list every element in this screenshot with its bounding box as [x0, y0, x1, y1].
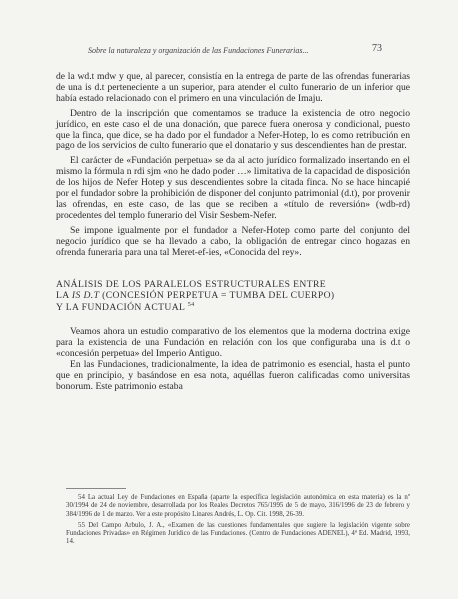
paragraph-3: El carácter de «Fundación perpetua» se da al acto jurídico formalizado insertando en el mismo la fórmula n rdi sjm «no he dado poder …» limitativa de la capacidad de disposición de los hijos de Nefer Hotep y sus descendientes sobre la citada finca. No se hace hincapié por el fundador sobre la prohibición de disponer del conjunto patrimonial (d.t), por provenir las ofrendas, en este caso, de las que se reciben a «título de reversión» (wdb-rd) procedentes del templo funerario del Visir Sesbem-Nefer.	[56, 155, 410, 221]
heading-is-dt: IS D.T	[71, 290, 100, 301]
page-number: 73	[372, 43, 382, 54]
section-paragraph-2-text: En las Fundaciones, tradicionalmente, la idea de patrimonio es esencial, hasta el punto que en principio, y basándose en esa nota, aquéllas fueron calificadas como universitas bonorum. Este patrimonio estaba	[56, 358, 410, 392]
section-paragraph-1: Veamos ahora un estudio comparativo de los elementos que la moderna doctrina exige para la existencia de una Fundación en relación con los que configuraba una is d.t o «concesión perpetua» del Imperio Antiguo.	[56, 326, 410, 359]
heading-rest: (CONCESIÓN PERPETUA = TUMBA DEL CUERPO)	[102, 290, 335, 301]
section-heading-line-2	[56, 290, 410, 302]
heading-line-3-text: Y LA FUNDACIÓN ACTUAL	[56, 301, 185, 313]
paragraph-1: de la wd.t mdw y que, al parecer, consistía en la entrega de parte de las ofrendas funerarias de una is d.t perteneciente a un superior, para atender el culto funerario de un inferior que había estado relacionado con el primero en una vinculación de Imaju.	[56, 71, 410, 104]
running-header: Sobre la naturaleza y organización de las Fundaciones Funerarias...	[88, 46, 309, 55]
footnote-54: 54 La actual Ley de Fundaciones en España (aparte la específica legislación autonómica en esta materia) es la nº 30/1994 de 24 de noviembre, desarrollada por los Reales Decretos 765/1995 de 5 de mayo, 316/1996 de 23 de febrero y 384/1996 de 1 de marzo. Ver a este propósito Linares Andrés, L. Op. Cit. 1998, 26-39.	[66, 494, 410, 518]
footnotes	[66, 494, 410, 550]
body-text	[56, 72, 410, 392]
section-body	[56, 327, 410, 392]
paragraph-4: Se impone igualmente por el fundador a Nefer-Hotep como parte del conjunto del negocio jurídico que se ha llevado a cabo, la obligación de entregar cinco hogazas en ofrenda funeraria para una tal Meret-ef-ies, «Conocida del rey».	[56, 224, 410, 258]
section-heading-line-3	[56, 302, 410, 314]
section-heading-line-1: ANÁLISIS DE LOS PARALELOS ESTRUCTURALES ENTRE	[56, 278, 327, 290]
footnote-ref-54[interactable]: 54	[187, 301, 195, 308]
footnote-55: 55 Del Campo Arbulo, J. A., «Examen de las cuestiones fundamentales que sugiere la legislación vigente sobre Fundaciones Privadas» en Régimen Jurídico de las Fundaciones. (Centro de Fundaciones ADENEL), 4ª Ed. Madrid, 1993, 14.	[66, 521, 410, 546]
footnote-divider	[66, 488, 126, 489]
section-heading	[56, 279, 410, 314]
heading-prefix: LA	[56, 290, 70, 301]
paragraph-2: Dentro de la inscripción que comentamos se traduce la existencia de otro negocio jurídico, en este caso el de una donación, que parece fuera onerosa y condicional, puesto que la finca, que dice, se ha dado por el fundador a Nefer-Hotep, lo es como retribución en pago de los servicios de culto funerario que el donatario y sus descendientes han de prestar.	[56, 107, 410, 152]
section-paragraph-2	[56, 360, 410, 393]
